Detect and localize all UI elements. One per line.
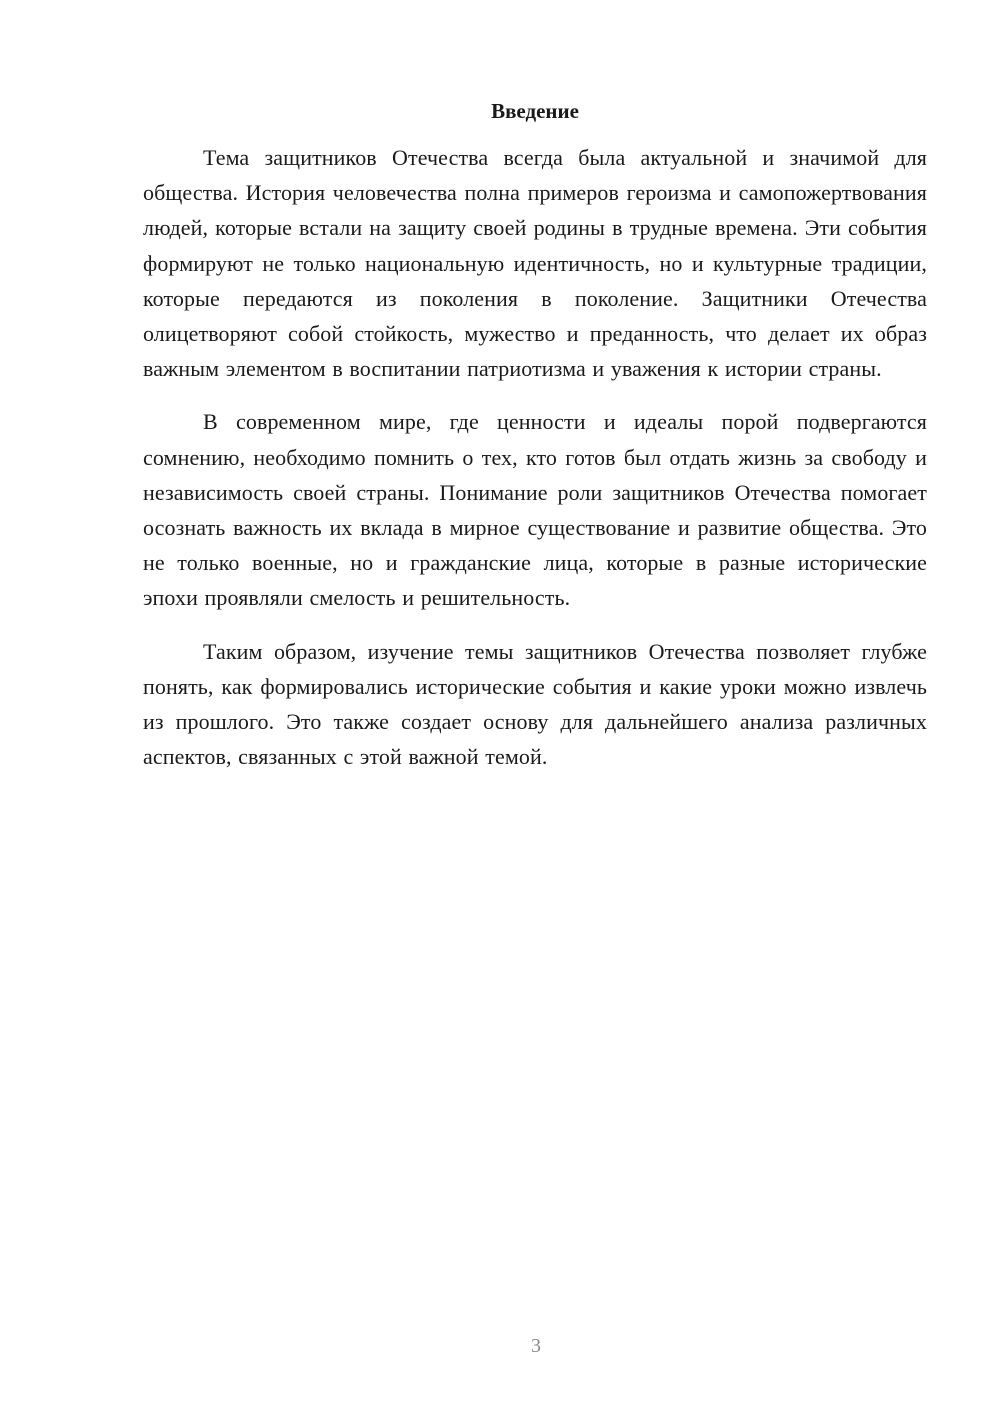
page-content bbox=[143, 96, 927, 792]
page-number: 3 bbox=[531, 1335, 541, 1357]
paragraph-2: В современном мире, где ценности и идеалы порой подвергаются сомнению, необходимо помнить о тех, кто готов был отдать жизнь за свободу и независимость своей страны. Понимание роли защитников Отечества помогает осознать важность их вклада в мирное существование и развитие общества. Это не только военные, но и гражданские лица, которые в разные исторические эпохи проявляли смелость и решительность. bbox=[143, 409, 927, 611]
paragraph-3: Таким образом, изучение темы защитников Отечества позволяет глубже понять, как формировались исторические события и какие уроки можно извлечь из прошлого. Это также создает основу для дальнейшего анализа различных аспектов, связанных с этой важной темой. bbox=[143, 638, 927, 770]
paragraph-1: Тема защитников Отечества всегда была актуальной и значимой для общества. История человечества полна примеров героизма и самопожертвования людей, которые встали на защиту своей родины в трудные времена. Эти события формируют не только национальную идентичность, но и культурные традиции, которые передаются из поколения в поколение. Защитники Отечества олицетворяют собой стойкость, мужество и преданность, что делает их образ важным элементом в воспитании патриотизма и уважения к истории страны. bbox=[143, 145, 927, 382]
section-heading: Введение bbox=[491, 99, 579, 123]
